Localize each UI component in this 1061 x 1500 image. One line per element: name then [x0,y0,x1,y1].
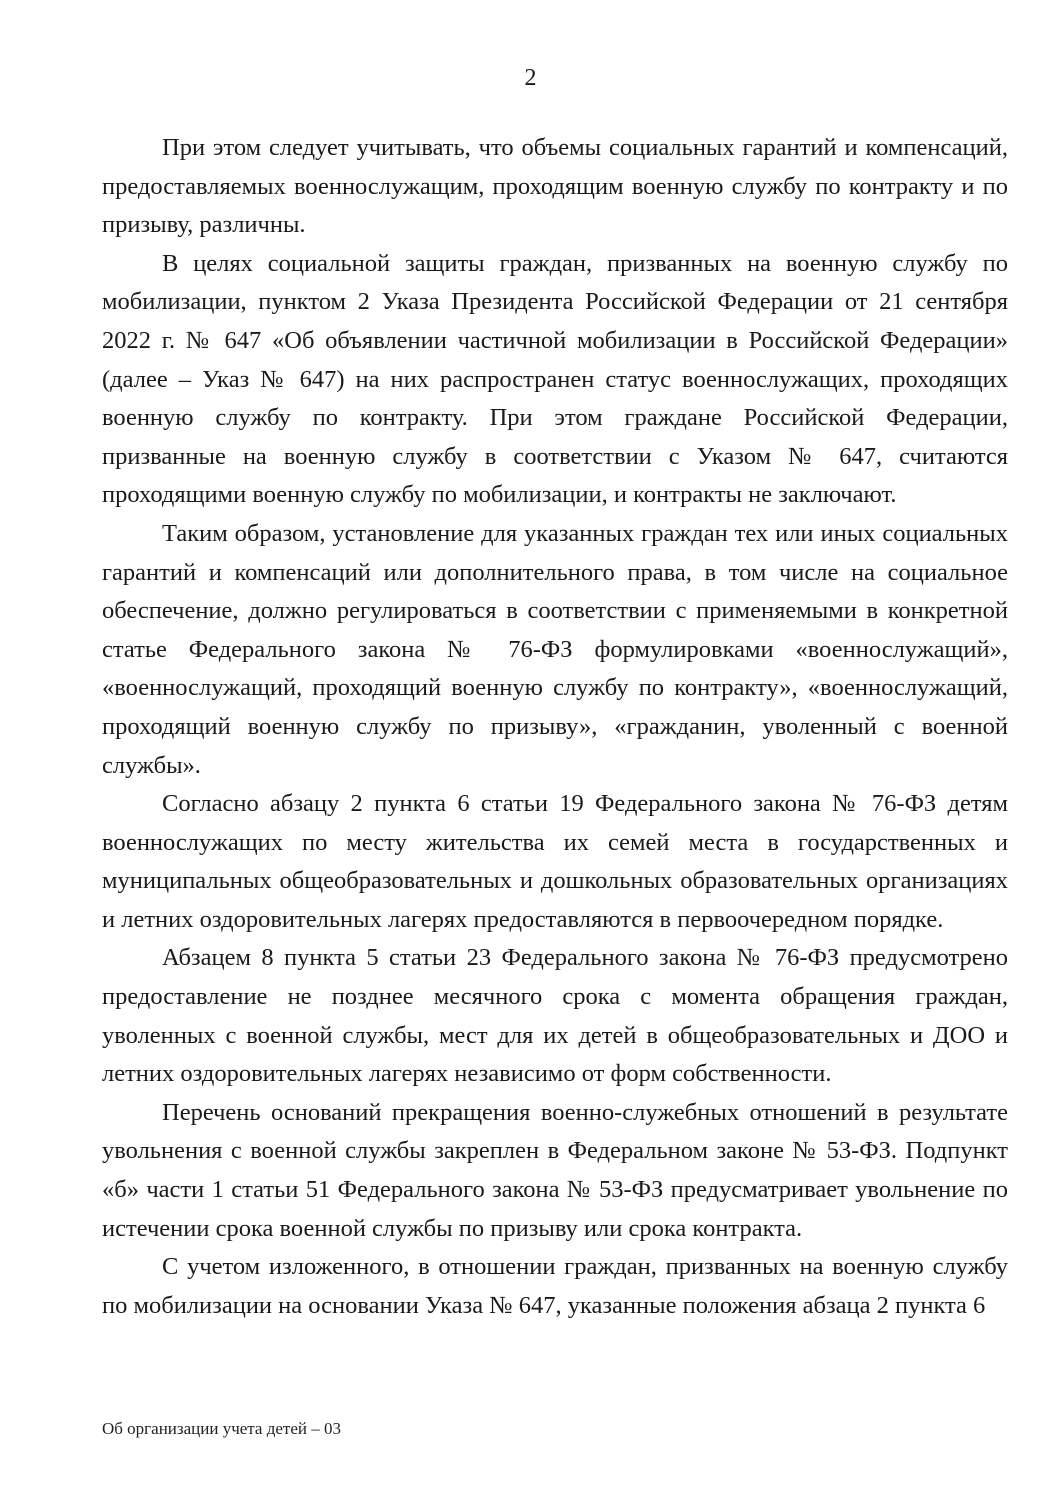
paragraph-article-19: Согласно абзацу 2 пункта 6 статьи 19 Федерального закона № 76-ФЗ детям военнослужащих по месту жительства их семей места в государственных и муниципальных общеобразовательных и дошкольных образовательных организациях и летних оздоровительных лагерях предоставляются в первоочередном порядке. [102,790,1008,933]
paragraph-social-protection: В целях социальной защиты граждан, призванных на военную службу по мобилизации, пунктом 2 Указа Президента Российской Федерации от 21 сентября 2022 г. № 647 «Об объявлении частичной мобилизации в Российской Федерации» (далее – Указ № 647) на них распространен статус военнослужащих, проходящих военную службу по контракту. При этом граждане Российской Федерации, призванные на военную службу в соответствии с Указом № 647, считаются проходящими военную службу по мобилизации, и контракты не заключают. [102,249,1008,509]
paragraph-obligations-differ: При этом следует учитывать, что объемы социальных гарантий и компенсаций, предоставляемых военнослужащим, проходящим военную службу по контракту и по призыву, различны. [102,134,1008,239]
document-footer: Об организации учета детей – 03 [102,1419,341,1438]
page-number: 2 [524,65,537,91]
document-body [102,129,1008,1325]
paragraph-article-23: Абзацем 8 пункта 5 статьи 23 Федерального закона № 76-ФЗ предусмотрено предоставление не позднее месячного срока с момента обращения граждан, уволенных с военной службы, мест для их детей в общеобразовательных и ДОО и летних оздоровительных лагерях независимо от форм собственности. [102,944,1008,1088]
paragraph-dismissal-grounds: Перечень оснований прекращения военно-служебных отношений в результате увольнения с военной службы закреплен в Федеральном законе № 53-ФЗ. Подпункт «б» части 1 статьи 51 Федерального закона № 53-ФЗ предусматривает увольнение по истечении срока военной службы по призыву или срока контракта. [102,1098,1008,1242]
paragraph-guarantees-regulation: Таким образом, установление для указанных граждан тех или иных социальных гарантий и компенсаций или дополнительного права, в том числе на социальное обеспечение, должно регулироваться в соответствии с применяемыми в конкретной статье Федерального закона № 76-ФЗ формулировками «военнослужащий», «военнослужащий, проходящий военную службу по контракту», «военнослужащий, проходящий военную службу по призыву», «гражданин, уволенный с военной службы». [102,519,1008,779]
paragraph-conclusion: С учетом изложенного, в отношении граждан, призванных на военную службу по мобилизации на основании Указа № 647, указанные положения абзаца 2 пункта 6 [102,1253,1008,1319]
